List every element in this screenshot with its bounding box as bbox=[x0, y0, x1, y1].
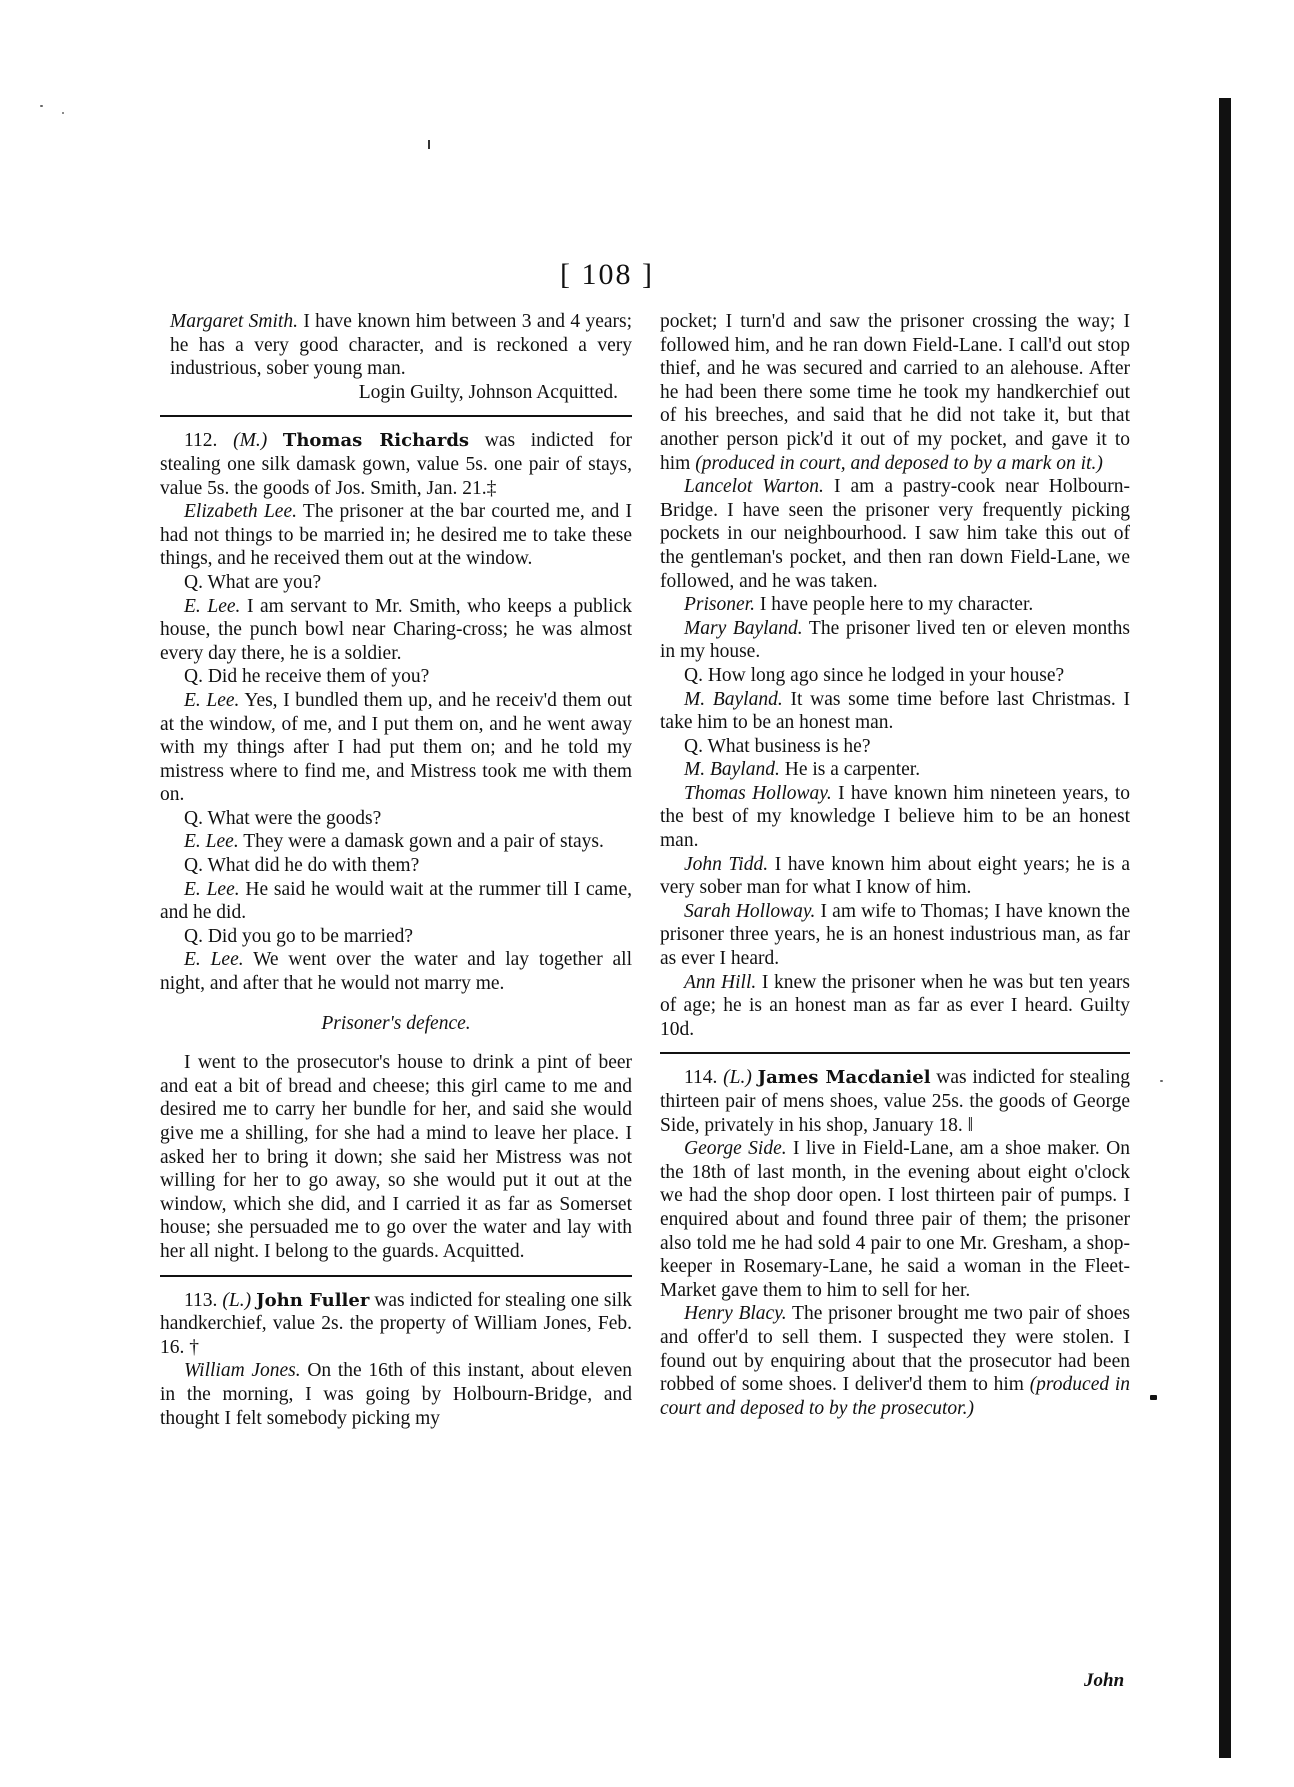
question: Q. Did you go to be married? bbox=[184, 925, 414, 947]
section-rule bbox=[160, 415, 632, 417]
testimony-text: I have known him nineteen years, to the best of my knowledge I believe him to be an honest man. bbox=[660, 782, 1130, 852]
testimony-paragraph bbox=[660, 617, 1130, 664]
defence-paragraph: I went to the prosecutor's house to drink a pint of beer and eat a bit of bread and cheese; this girl came to me and desired me to carry her bundle for her, and said she would give me a shilling, for she had a mind to leave her place. I asked her to bring it down; she said her Mistress was not willing for her to go away, so she would put it out at the window, which she did, and I carried it as far as Somerset house; she persuaded me to go over the water and lay with her all night. I belong to the guards. Acquitted. bbox=[160, 1052, 632, 1262]
catchword: John bbox=[1084, 1670, 1125, 1691]
court-tag: (L.) bbox=[723, 1067, 752, 1089]
testimony-paragraph bbox=[660, 758, 1130, 782]
testimony-paragraph bbox=[160, 948, 632, 995]
court-note: (produced in court and deposed to by the prosecutor.) bbox=[660, 1374, 1130, 1419]
defendant-name: John Fuller bbox=[256, 1289, 370, 1311]
testimony-paragraph bbox=[660, 593, 1130, 617]
section-rule bbox=[660, 1052, 1130, 1054]
testimony-text: He is a carpenter. bbox=[784, 759, 921, 781]
testimony-text: He said he would wait at the rummer till I came, and he did. bbox=[160, 878, 632, 924]
testimony-text: The prisoner lived ten or eleven months in my house. bbox=[660, 617, 1130, 663]
question: Q. Did he receive them of you? bbox=[184, 666, 430, 688]
section-rule bbox=[160, 1275, 632, 1277]
case-heading bbox=[660, 1066, 1130, 1137]
testimony-text: I am a pastry-cook near Holbourn-Bridge. I have seen the prisoner very frequently picking pockets in our neighbourhood. I saw him take this out of the gentleman's pocket, and then ran down Field-Lane, we followed, and he was taken. bbox=[660, 476, 1130, 592]
left-column bbox=[160, 310, 632, 1430]
speaker-name: E. Lee. bbox=[184, 949, 244, 971]
speaker-name: Sarah Holloway. bbox=[684, 900, 816, 922]
speaker-name: E. Lee. bbox=[184, 595, 241, 617]
indictment-text: was indicted for stealing thirteen pair of mens shoes, value 25s. the goods of George Side, privately in his shop, January 18. ‖ bbox=[660, 1067, 1131, 1136]
court-note: (produced in court, and deposed to by a mark on it.) bbox=[695, 452, 1103, 474]
testimony-text: I am wife to Thomas; I have known the prisoner three years, he is an honest industrious man, as far as ever I heard. bbox=[660, 900, 1130, 970]
speaker-name: William Jones. bbox=[184, 1360, 301, 1382]
speaker-name: George Side. bbox=[684, 1138, 787, 1160]
case-number: 112. bbox=[184, 430, 218, 452]
question: Q. What business is he? bbox=[684, 735, 871, 757]
testimony-paragraph bbox=[660, 782, 1130, 853]
speaker-name: E. Lee. bbox=[184, 831, 239, 853]
speaker-name: E. Lee. bbox=[184, 878, 240, 900]
testimony-paragraph bbox=[660, 475, 1130, 593]
testimony-paragraph bbox=[160, 1359, 632, 1430]
indictment-text: was indicted for stealing one silk handkerchief, value 2s. the property of William Jones, Feb. 16. † bbox=[160, 1289, 633, 1358]
testimony-text: We went over the water and lay together all night, and after that he would not marry me. bbox=[160, 949, 632, 995]
right-column bbox=[660, 310, 1130, 1420]
testimony-text: On the 16th of this instant, about eleven in the morning, I was going by Holbourn-Bridge, and thought I felt somebody picking my bbox=[160, 1360, 632, 1429]
testimony-paragraph bbox=[660, 853, 1130, 900]
testimony-text: Yes, I bundled them up, and he receiv'd them out at the window, of me, and I put them on, and he went away with my things after I had put them on; and he told my mistress where to find me, and Mistress took me with them on. bbox=[160, 689, 632, 806]
testimony-text: The prisoner brought me two pair of shoes and offer'd to sell them. I suspected they were stolen. I found out by enquiring about that the prosecutor had been robbed of some shoes. I deliver'd them to him bbox=[660, 1303, 1131, 1396]
testimony-paragraph bbox=[660, 1302, 1130, 1420]
speaker-name: Prisoner. bbox=[684, 594, 755, 616]
testimony-text: It was some time before last Christmas. I take him to be an honest man. bbox=[660, 688, 1131, 734]
testimony-paragraph bbox=[160, 689, 632, 807]
testimony-text: I have known him about eight years; he is a very sober man for what I know of him. bbox=[660, 853, 1130, 899]
case-heading bbox=[160, 429, 632, 500]
testimony-text: The prisoner at the bar courted me, and I had not things to be married in; he desired me to take these things, and he received them out at the window. bbox=[160, 501, 632, 570]
case-number: 114. bbox=[684, 1067, 718, 1089]
testimony-paragraph bbox=[160, 595, 632, 666]
speaker-name: Henry Blacy. bbox=[684, 1303, 787, 1325]
speaker-name: John Tidd. bbox=[684, 853, 769, 875]
testimony-text: pocket; I turn'd and saw the prisoner crossing the way; I followed him, and he ran down Field-Lane. I call'd out stop thief, and he was secured and carried to an alehouse. After he had been there some time he took my handkerchief out of his breeches, and said that he did not take it, but that another person pick'd it out of my pocket, and gave it to him bbox=[660, 311, 1130, 474]
speaker-name: Elizabeth Lee. bbox=[184, 501, 297, 523]
binding-edge bbox=[1219, 98, 1231, 1758]
testimony-text: I knew the prisoner when he was but ten years of age; he is an honest man as far as ever I heard. Guilty 10d. bbox=[660, 971, 1131, 1040]
court-tag: (M.) bbox=[233, 430, 268, 452]
speaker-name: Margaret Smith. bbox=[170, 311, 298, 332]
defendant-name: James Macdaniel bbox=[757, 1067, 931, 1089]
testimony-text: I live in Field-Lane, am a shoe maker. On the 18th of last month, in the evening about eight o'clock we had the shop door open. I lost thirteen pair of pumps. I enquired about and found three pair of them; the prisoner also told me he had sold 4 pair to one Mr. Gresham, a shop-keeper in Rosemary-Lane, he said a woman in the Fleet-Market gave them to him to sell for her. bbox=[660, 1138, 1130, 1301]
ink-mark bbox=[428, 140, 430, 149]
question: Q. What were the goods? bbox=[184, 807, 382, 829]
verdict: Login Guilty, Johnson Acquitted. bbox=[358, 381, 618, 403]
speaker-name: Mary Bayland. bbox=[684, 617, 803, 639]
page-number: [ 108 ] bbox=[560, 258, 654, 291]
testimony-paragraph bbox=[660, 900, 1130, 971]
testimony-paragraph bbox=[660, 310, 1130, 475]
defendant-name: Thomas Richards bbox=[282, 430, 470, 452]
testimony-paragraph bbox=[160, 830, 632, 854]
question: Q. What did he do with them? bbox=[184, 855, 420, 877]
testimony-paragraph bbox=[660, 971, 1130, 1042]
speaker-name: Thomas Holloway. bbox=[684, 782, 832, 804]
scan-speck bbox=[1150, 1395, 1157, 1400]
case-heading bbox=[160, 1289, 632, 1360]
scan-speck bbox=[62, 112, 64, 114]
case-number: 113. bbox=[184, 1289, 218, 1311]
testimony-paragraph bbox=[160, 310, 632, 381]
testimony-text: They were a damask gown and a pair of stays. bbox=[243, 831, 604, 853]
scan-speck bbox=[40, 105, 43, 107]
speaker-name: M. Bayland. bbox=[684, 759, 780, 781]
indictment-text: was indicted for stealing one silk damask gown, value 5s. one pair of stays, value 5s. the goods of Jos. Smith, Jan. 21.‡ bbox=[160, 430, 633, 499]
speaker-name: M. Bayland. bbox=[684, 688, 783, 710]
scan-speck bbox=[1160, 1080, 1163, 1082]
testimony-paragraph bbox=[660, 688, 1130, 735]
testimony-text: I have known him between 3 and 4 years; he has a very good character, and is reckoned a very industrious, sober young man. bbox=[170, 311, 633, 380]
testimony-paragraph bbox=[660, 1137, 1130, 1302]
testimony-paragraph bbox=[160, 878, 632, 925]
testimony-text: I am servant to Mr. Smith, who keeps a publick house, the punch bowl near Charing-cross; he was almost every day there, he is a soldier. bbox=[160, 595, 632, 664]
court-tag: (L.) bbox=[222, 1289, 252, 1311]
speaker-name: Ann Hill. bbox=[684, 971, 757, 993]
question: Q. How long ago since he lodged in your house? bbox=[684, 664, 1065, 686]
question: Q. What are you? bbox=[184, 571, 322, 593]
speaker-name: Lancelot Warton. bbox=[684, 476, 824, 498]
speaker-name: E. Lee. bbox=[184, 689, 240, 711]
section-heading: Prisoner's defence. bbox=[321, 1012, 471, 1034]
testimony-text: I have people here to my character. bbox=[759, 594, 1034, 616]
testimony-paragraph bbox=[160, 500, 632, 571]
